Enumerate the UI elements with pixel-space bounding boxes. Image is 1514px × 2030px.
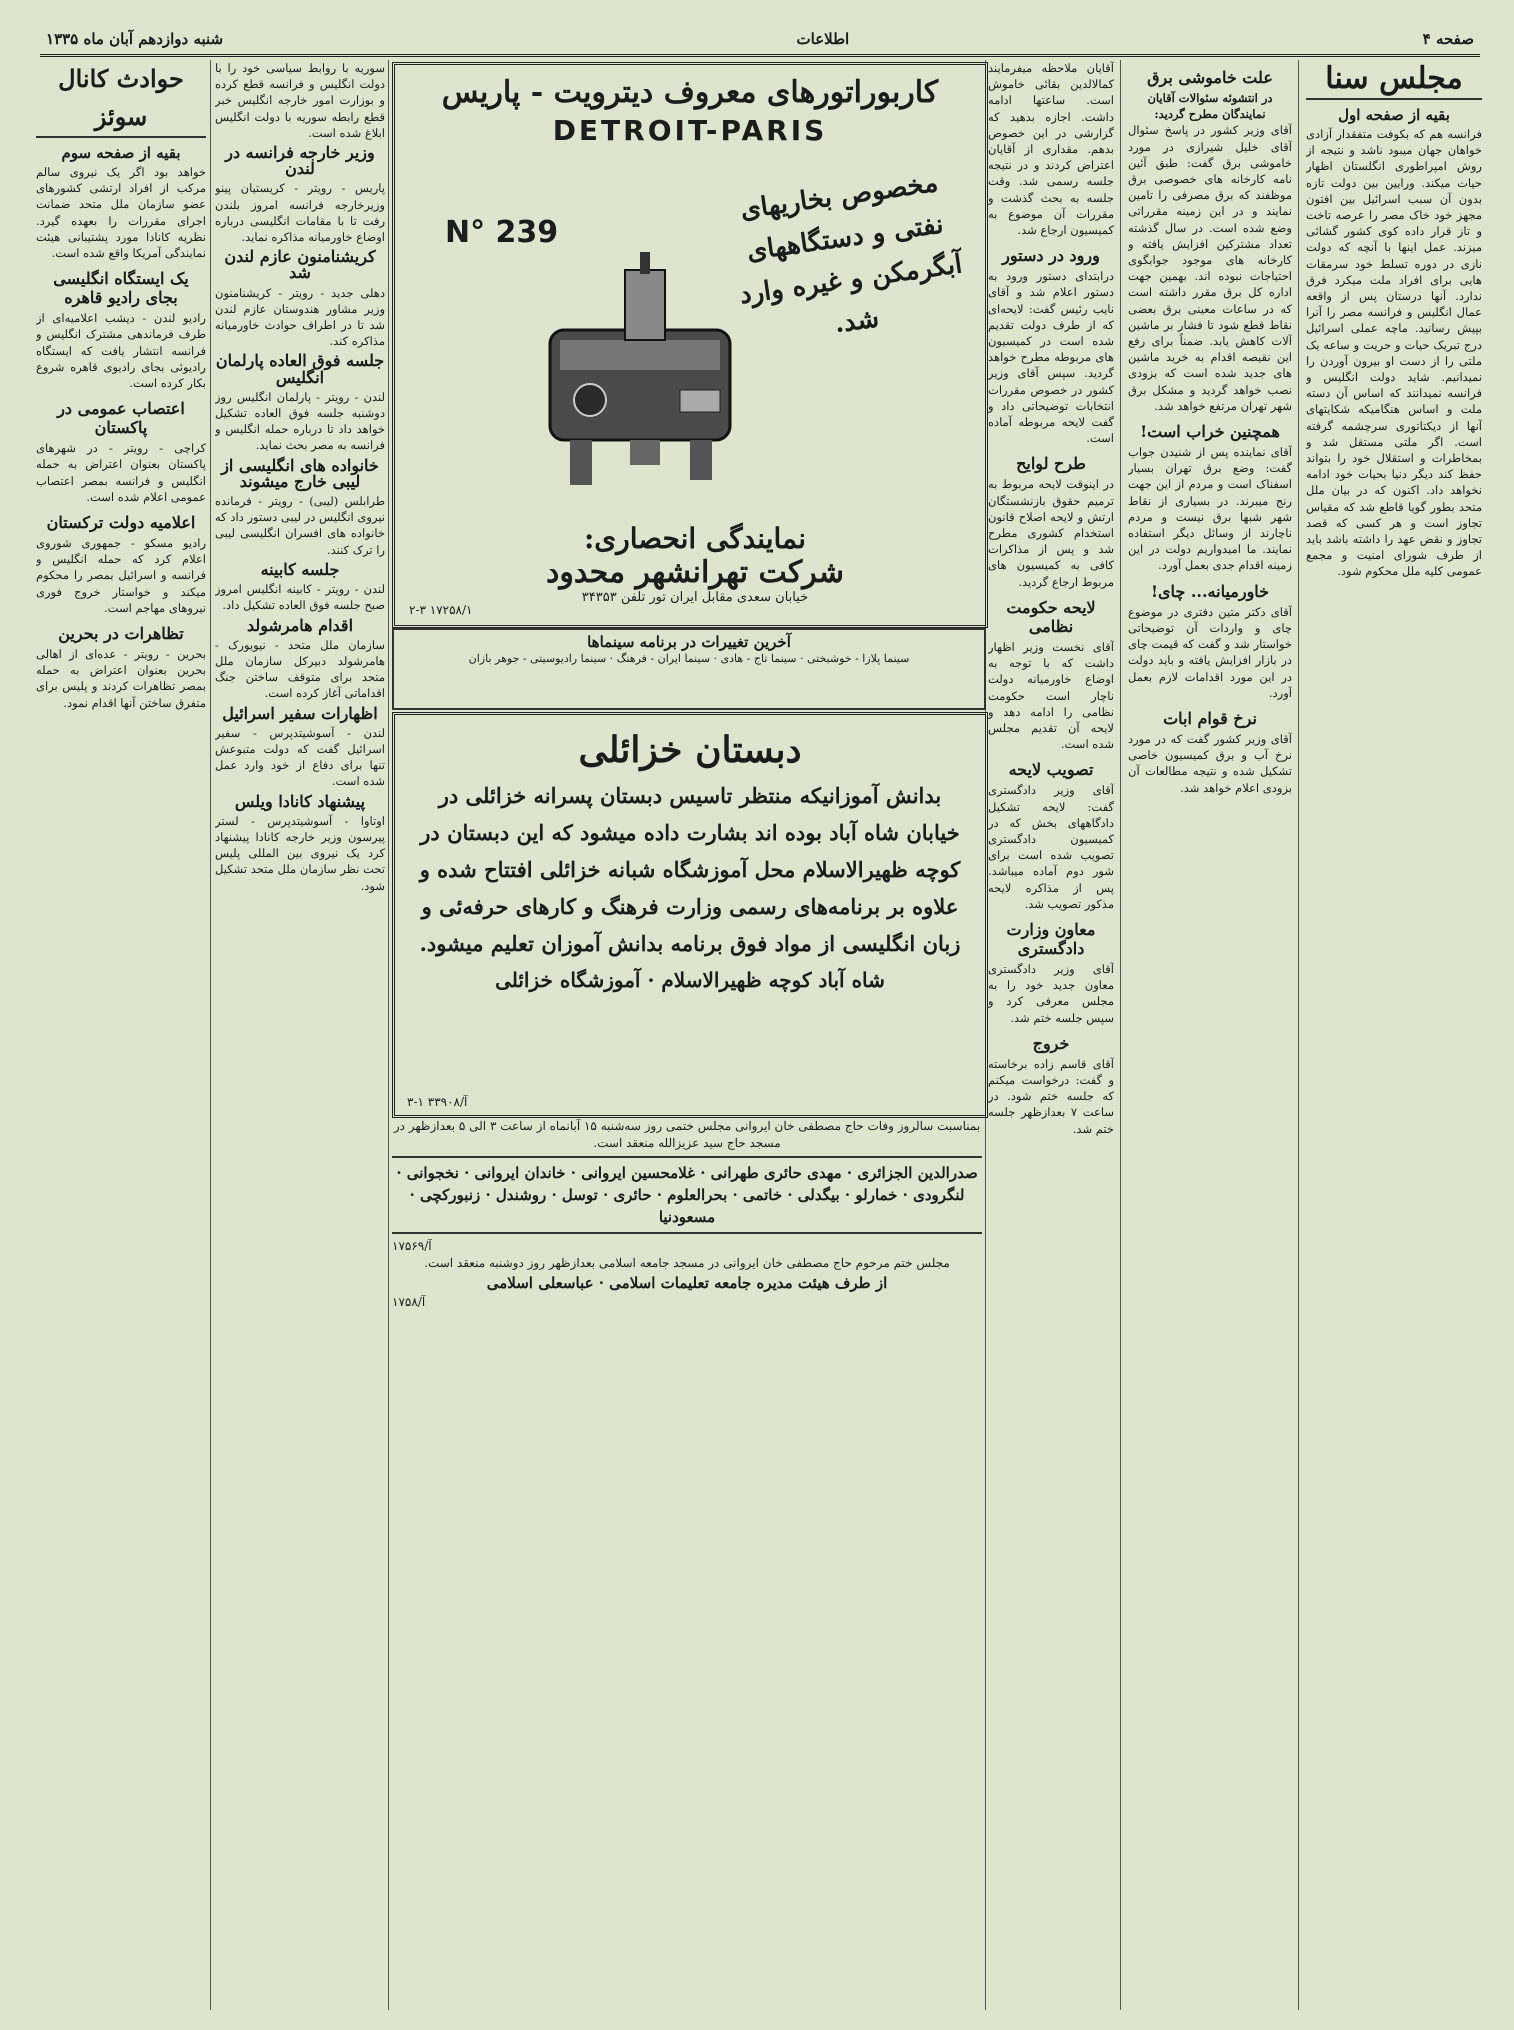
senate-title: مجلس سنا <box>1306 60 1482 100</box>
parliament-column <box>988 60 1114 2010</box>
school-footer: شاه آباد کوچه ظهیرالاسلام · آموزشگاه خزائلی <box>495 968 885 992</box>
masthead <box>40 24 1480 57</box>
memorial-intro: بمناسبت سالروز وفات حاج مصطفی خان ایروانی مجلس ختمی روز سه‌شنبه ۱۵ آبانماه از ساعت ۳ الی ۵ بعدازظهر در مسجد حاج سید عزیزالله منعقد است. <box>393 1119 981 1150</box>
bill-approval-heading: تصویب لایحه <box>1008 760 1094 780</box>
israel-ambassador-heading: اظهارات سفیر اسرائیل <box>222 703 378 723</box>
cinema-box <box>392 628 986 710</box>
cinema-title: آخرین تغییرات در برنامه سینماها <box>587 633 791 651</box>
school-ad <box>392 712 988 1118</box>
hammarskjold-heading: اقدام هامرشولد <box>246 615 354 635</box>
newspaper-name: اطلاعات <box>796 30 850 48</box>
bahrain-heading: تظاهرات در بحرین <box>58 624 184 644</box>
cinema-list: سینما پلازا - خوشبختی · سینما تاج - هادی · سینما ایران - فرهنگ · سینما رادیوسیتی - جوهر بازان <box>468 652 910 665</box>
radio-heading: یک ایستگاه انگلیسی بجای رادیو قاهره <box>53 269 189 308</box>
agent-name: شرکت تهرانشهر محدود <box>546 555 844 590</box>
agent-address: خیابان سعدی مقابل ایران تور تلفن ۳۴۳۵۳ <box>581 590 809 605</box>
power-outage-sub: در انتشوئه سئوالات آقایان نمایندگان مطرح گردید: <box>1147 91 1273 122</box>
world-news-column <box>215 60 385 2010</box>
menon-body: دهلی جدید - رویتر - کریشنامنون وزیر مشاور هندوستان عازم لندن شد تا در اطراف حوادث خاورمیانه مذاکره کند. <box>215 285 385 349</box>
suez-body: خواهد بود اگر یک نیروی سالم مرکب از افراد ارتشی کشورهای عضو سازمان ملل متحد ضمانت اجرای مقررات را بعهده گیرد. نظریه کانادا مورد پشتیبانی هیئت نمایندگی آمریکا واقع شده است. <box>36 165 206 261</box>
hammarskjold-body: سازمان ملل متحد - نیویورک - هامرشولد دبیرکل سازمان ملل متحد برای متوقف ساختن جنگ اقداماتی آغاز کرده است. <box>215 637 385 701</box>
carburetor-brand: DETROIT-PARIS <box>552 114 828 147</box>
power-outage-column <box>1128 60 1292 2010</box>
libya-heading: خانواده های انگلیسی از لیبی خارج میشوند <box>221 455 379 491</box>
libya-body: طرابلس (لیبی) - رویتر - فرمانده نیروی انگلیس در لیبی دستور داد که خانواده های افسران انگلیسی لیبی را ترک کنند. <box>215 494 385 557</box>
parliament-body: آقایان ملاحظه میفرمایند کمالالدین بقائی خاموش است. ساعتها ادامه داشت. اجازه بدهید که گزارشی در این خصوص بدهم. مقداری از آقایان اعتراض کردند و در نتیجه جلسه رسمی شد. وقت جلسه به بحث گذشت و مقررات آن موضوع به کمیسیون ارجاع شد. <box>988 61 1114 238</box>
pakistan-heading: اعتصاب عمومی در پاکستان <box>57 399 185 438</box>
school-code: ۳-۱ ۳۳۹۰۸/آ <box>407 1095 468 1109</box>
turkestan-heading: اعلامیه دولت ترکستان <box>46 513 196 533</box>
cabinet-heading: جلسه کابینه <box>260 559 340 579</box>
agenda-body: درابتدای دستور ورود به دستور اعلام شد و آقای نایب رئیس گفت: لایحه‌ای که از طرف دولت تقدیم شده است در کمیسیون های مربوطه مطرح خواهد گردید. سپس آقای وزیر کشور در خصوص مقررات انتخابات توضیحاتی داد و گفت لایحه مربوطه آماده است. <box>988 269 1114 446</box>
france-fm-body: پاریس - رویتر - کریستیان پینو وزیرخارجه فرانسه امروز بلندن رفت تا با مقامات انگلیسی درباره اوضاع خاورمیانه مذاکره نماید. <box>215 181 385 245</box>
carburetor-spec: مخصوص بخاریهای نفتی و دستگاههای آبگرمکن و غیره وارد شد. <box>737 167 965 340</box>
carburetor-agent <box>425 522 965 605</box>
school-body: بدانش آموزانیکه منتظر تاسیس دبستان پسرانه خزائلی در خیابان شاه آباد بوده اند بشارت داده میشود که این دبستان در کوچه ظهیرالاسلام محل آموزشگاه شبانه خزائلی افتتاح شده و علاوه بر برنامه‌های رسمی وزارت فرهنگ و کارهای حرفه‌ئی و زبان انگلیسی از مواد فوق برنامه بدانش آموزان تعلیم میشود. <box>419 783 961 956</box>
syria-body: سوریه با روابط سیاسی خود را با دولت انگلیس و فرانسه قطع کرده و بوزارت امور خارجه انگلیس خبر قطع رابطه سوریه با دولت انگلیس ابلاغ شده است. <box>215 61 385 140</box>
agent-label: نمایندگی انحصاری: <box>583 522 807 555</box>
turkestan-body: رادیو مسکو - جمهوری شوروی اعلام کرد که حمله انگلیس و فرانسه و اسرائیل بمصر را محکوم میکند و خواستار خروج فوری نیروهای مهاجم است. <box>36 536 206 615</box>
column-divider <box>388 60 389 2010</box>
agenda-heading: ورود در دستور <box>1002 246 1100 266</box>
senate-column <box>1306 60 1482 2010</box>
memorial-signature: از طرف هیئت مدیره جامعه تعلیمات اسلامی · عباسعلی اسلامی <box>486 1274 888 1292</box>
power-outage-heading: علت خاموشی برق <box>1147 68 1273 87</box>
column-divider <box>210 60 211 2010</box>
menon-heading: کریشنامنون عازم لندن شد <box>224 247 376 283</box>
israel-ambassador-body: لندن - آسوشیتدپرس - سفیر اسرائیل گفت که دولت متبوعش تنها برای دفاع از خود وارد عمل شده است. <box>215 725 385 789</box>
memorial-intro-2: مجلس ختم مرحوم حاج مصطفی خان ایروانی در مسجد جامعه اسلامی بعدازظهر روز دوشنبه منعقد است. <box>424 1256 950 1270</box>
tea-body: آقای دکتر متین دفتری در موضوع چای و واردات آن توضیحاتی خواستار شد و گفت که قیمت چای در بازار افزایش یافته و باید دولت در این مورد اقدامات لازم بعمل آورد. <box>1128 604 1292 700</box>
still-broken-heading: همچنین خراب است! <box>1140 422 1280 442</box>
suez-continued: بقیه از صفحه سوم <box>61 144 181 162</box>
column-divider <box>1120 60 1121 2010</box>
radio-body: رادیو لندن - دیشب اعلامیه‌ای از طرف فرماندهی مشترک انگلیس و فرانسه انتشار یافت که ایستگاه رادیوئی بجای رادیوی قاهره شروع بکار کرده است. <box>36 311 206 391</box>
rates-heading: نرخ قوام ابات <box>1163 708 1257 728</box>
martial-law-body: آقای نخست وزیر اظهار داشت که با توجه به اوضاع خاورمیانه دولت ناچار است حکومت نظامی را ادامه دهد و لایحه آن تقدیم مجلس شده است. <box>988 639 1114 752</box>
tea-heading: خاورمیانه... چای! <box>1150 581 1270 601</box>
memorial-code-1: ۱۷۵۶۹/آ <box>392 1239 432 1253</box>
exit-heading: خروج <box>1032 1033 1070 1053</box>
france-fm-heading: وزیر خارجه فرانسه در لندن <box>225 143 375 179</box>
power-outage-body: آقای وزیر کشور در پاسخ سئوال آقای خلیل شیرازی در مورد خاموشی برق گفت: طبق آئین نامه کارخانه های خصوصی برق موظفند که برق مصرفی را تامین نمایند و در این زمینه مقرراتی وضع شده است. در سال گذشته تعداد مشترکین افزایش یافته و کارخانه های موجود جوابگوی احتیاجات نبوده اند. بهمین جهت اداره کل برق مقرر داشته است که در ساعات معینی برق بعضی نقاط قطع شود تا فشار بر ماشین آلات کاهش یابد. ضمناً برای رفع این نقیصه اقدام به خرید ماشین های جدید شده است که بزودی نصب خواهد گردید و مشکل برق شهر تهران مرتفع خواهد شد. <box>1128 123 1292 413</box>
canada-heading: پیشنهاد کانادا ویلس <box>234 791 366 811</box>
school-title: دبستان خزائلی <box>578 729 802 771</box>
still-broken-body: آقای نماینده پس از شنیدن جواب گفت: وضع برق تهران بسیار اسفناک است و مردم از این جهت رنج میبرند. در بسیاری از نقاط شهر شبها برق نیست و مردم ناچارند از وسائل دیگر استفاده نمایند. ما امیدواریم دولت در این زمینه اقدام جدی بعمل آورد. <box>1128 445 1292 573</box>
carburetor-model: N° 239 <box>445 215 559 250</box>
carburetor-headline: کاربوراتورهای معروف دیترویت - پاریس <box>441 75 939 110</box>
ad-code: ۲-۳ ۱۷۲۵۸/۱ <box>409 603 473 617</box>
canada-body: اوتاوا - آسوشیتدپرس - لستر پیرسون وزیر خارجه کانادا پیشنهاد کرد یک نیروی بین المللی پلیس تحت نظر سازمان ملل متحد تشکیل شود. <box>215 813 385 893</box>
memorial-code-2: ۱۷۵۸/آ <box>392 1295 426 1309</box>
bills-heading: طرح لوایح <box>1016 454 1086 474</box>
memorial-announcements <box>392 1118 982 1311</box>
deputy-heading: معاون وزارت دادگستری <box>1006 919 1096 958</box>
memorial-names: صدرالدین الجزائری · مهدی حائری طهرانی · غلامحسین ایروانی · خاندان ایروانی · نخجوانی · لنگرودی · خمارلو · بیگدلی · خاتمی · بحرالعلوم · حائری · توسل · روشندل · زنبورکچی · مسعودنیا <box>392 1156 982 1234</box>
senate-body: فرانسه هم که بکوفت متفقدار آزادی خواهان جهان میبود ناشد و نتیجه از روش امپراطوری انگلستان اظهار حیات میکند. ورایین بین دولت تازه بدون آن سبب اسرائیل بین افتون مجهز خود خاک مصر را عرصه تاخت و تاز قرار داده کوی کشور گشائی میزند. عمل اینها با آنچه که دولت نازی در دوره تسلط خود سرمقات هایی برای افراد ملت میکرد فرق ندارد. آنها درستان پس از واقعه عمال انگلیس و فرانسه مصر را آنرا بپیش رسانید. ماچه عملی اسرائیل درج تبریک حیات و حریت و ساعه یک ملتی را از دست او بیرون آوردن را نمیدانیم. شاید دولت انگلیس و فرانسه نمیدانند که اساس آن دسته ملت و اساس هنگامیکه شکایتهای آنها از دیکتاتوری سرچشمه گرفته است. اگر ملتی مستقل شد و بمخاطرات و استقلال خود را بتواند حفظ کند دیگر دنیا بحیات خود ادامه نخواهد داد. اکنون که در بیان ملل متحد بطور گویا قاطع شد که مقیاس تجاوز است و هر کسی که قصد تجاوز و نقض عهد را داشته باشد باید از طرف شورای امنیت و مجمع عمومی کلیه ملل محکوم شود. <box>1306 127 1482 579</box>
carburetor-illustration <box>530 250 760 500</box>
column-divider <box>1298 60 1299 2010</box>
bill-approval-body: آقای وزیر دادگستری گفت: لایحه تشکیل دادگاههای بخش که در کمیسیون دادگستری تصویب شده است برای شور دوم آماده میباشد. پس از مذاکره لایحه مذکور تصویب شد. <box>988 783 1114 911</box>
parliament-uk-heading: جلسه فوق العاده پارلمان انگلیس <box>215 351 385 387</box>
deputy-body: آقای وزیر دادگستری معاون جدید خود را به مجلس معرفی کرد و سپس جلسه ختم شد. <box>988 961 1114 1025</box>
pakistan-body: کراچی - رویتر - در شهرهای پاکستان بعنوان اعتراض به حمله انگلیس و فرانسه بمصر اعتصاب عمومی اعلام شده است. <box>36 441 206 504</box>
parliament-uk-body: لندن - رویتر - پارلمان انگلیس روز دوشنبه جلسه فوق العاده تشکیل خواهد داد تا درباره حمله انگلیس و فرانسه به مصر بحث نماید. <box>215 389 385 453</box>
suez-title: حوادث کانال سوئز <box>36 60 206 138</box>
exit-body: آقای قاسم زاده برخاسته و گفت: درخواست میکنم که جلسه ختم شود. در ساعت ۷ بعدازظهر جلسه ختم شد. <box>988 1056 1114 1136</box>
carburetor-ad <box>392 62 988 628</box>
rates-body: آقای وزیر کشور گفت که در مورد نرخ آب و برق کمیسیون خاصی تشکیل شده و نتیجه مطالعات آن بزودی اعلام خواهد شد. <box>1128 731 1292 795</box>
cabinet-body: لندن - رویتر - کابینه انگلیس امروز صبح جلسه فوق العاده تشکیل داد. <box>215 582 385 613</box>
martial-law-heading: لایحه حکومت نظامی <box>1006 597 1096 636</box>
suez-column <box>36 60 206 2010</box>
bills-body: در اینوقت لایحه مربوط به ترمیم حقوق بازنشستگان ارتش و لایحه اصلاح قانون استخدام کشوری مطرح شد و پس از مذاکرات کافی به کمیسیون های مربوط ارجاع گردید. <box>988 477 1114 589</box>
senate-continued: بقیه از صفحه اول <box>1338 106 1450 124</box>
page-number: صفحه ۴ <box>1422 30 1474 48</box>
bahrain-body: بحرین - رویتر - عده‌ای از اهالی بحرین بعنوان اعتراض به حمله بمصر تظاهرات کردند و پلیس برای متفرق ساختن آنها اقدام نمود. <box>36 647 206 710</box>
issue-date: شنبه دوازدهم آبان ماه ۱۳۳۵ <box>46 30 224 48</box>
